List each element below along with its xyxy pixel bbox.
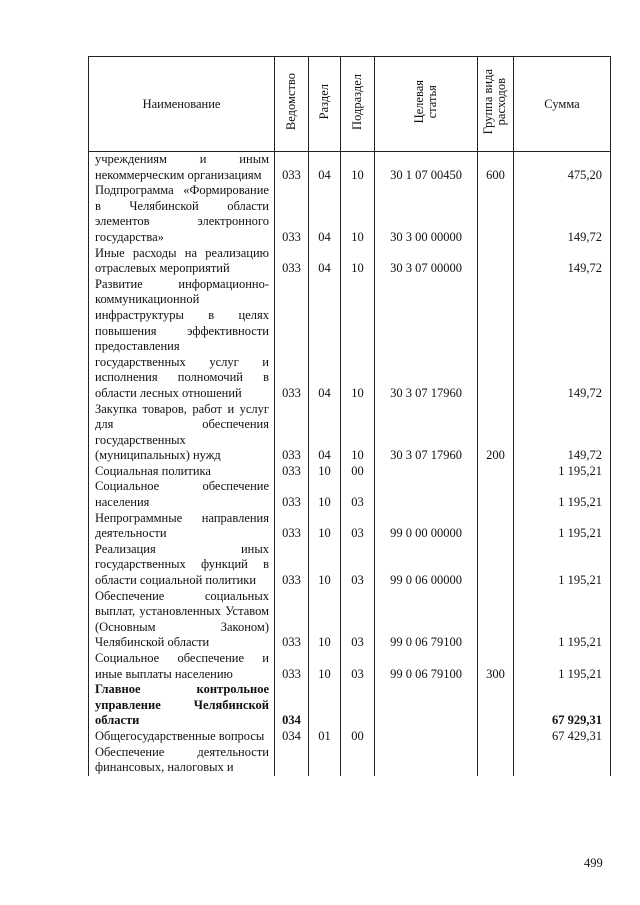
- cell-podrazdel: 00: [341, 729, 375, 745]
- table-row: [89, 651, 611, 682]
- cell-summa: 1 195,21: [514, 511, 611, 542]
- cell-razdel: 10: [309, 651, 341, 682]
- cell-podrazdel: 03: [341, 651, 375, 682]
- cell-celevaya: 99 0 00 00000: [375, 511, 478, 542]
- cell-gruppa: 200: [478, 402, 514, 464]
- cell-podrazdel: 10: [341, 277, 375, 402]
- cell-summa: 67 929,31: [514, 682, 611, 729]
- cell-vedomstvo: 033: [275, 479, 309, 510]
- cell-vedomstvo: 033: [275, 651, 309, 682]
- cell-celevaya: 99 0 06 00000: [375, 542, 478, 589]
- cell-name: Социальная политика: [89, 464, 275, 480]
- table-row: [89, 511, 611, 542]
- cell-gruppa: [478, 479, 514, 510]
- table-row: [89, 152, 611, 184]
- header-celevaya: [375, 57, 478, 152]
- cell-podrazdel: 10: [341, 246, 375, 277]
- cell-name: Закупка товаров, работ и услуг для обеспечения государственных (муниципальных) нужд: [89, 402, 275, 464]
- cell-razdel: [309, 745, 341, 776]
- cell-summa: 1 195,21: [514, 589, 611, 651]
- cell-name: Подпрограмма «Формирование в Челябинской области элементов электронного государства»: [89, 183, 275, 245]
- header-vedomstvo: [275, 57, 309, 152]
- cell-celevaya: [375, 729, 478, 745]
- cell-vedomstvo: 034: [275, 729, 309, 745]
- cell-celevaya: [375, 464, 478, 480]
- cell-razdel: 10: [309, 479, 341, 510]
- header-gruppa-line2: расходов: [494, 78, 509, 126]
- table-header: [89, 57, 611, 152]
- cell-vedomstvo: [275, 745, 309, 776]
- cell-podrazdel: [341, 745, 375, 776]
- cell-gruppa: [478, 511, 514, 542]
- cell-name: Главное контрольное управление Челябинской области: [89, 682, 275, 729]
- cell-summa: 1 195,21: [514, 464, 611, 480]
- cell-celevaya: [375, 682, 478, 729]
- cell-podrazdel: 10: [341, 402, 375, 464]
- cell-summa: 475,20: [514, 152, 611, 184]
- header-gruppa-text: [482, 69, 508, 134]
- header-celevaya-line1: Целевая: [411, 80, 426, 124]
- cell-razdel: 01: [309, 729, 341, 745]
- cell-name: учреждениям и иным некоммерческим организациям: [89, 152, 275, 184]
- table-row: [89, 542, 611, 589]
- cell-podrazdel: 03: [341, 511, 375, 542]
- table-row: [89, 277, 611, 402]
- cell-celevaya: [375, 479, 478, 510]
- cell-celevaya: 99 0 06 79100: [375, 651, 478, 682]
- cell-summa: 149,72: [514, 277, 611, 402]
- cell-name: Социальное обеспечение населения: [89, 479, 275, 510]
- table-row: [89, 464, 611, 480]
- cell-razdel: 04: [309, 152, 341, 184]
- cell-gruppa: 300: [478, 651, 514, 682]
- cell-summa: 149,72: [514, 246, 611, 277]
- cell-celevaya: 30 1 07 00450: [375, 152, 478, 184]
- cell-gruppa: [478, 277, 514, 402]
- table-body: [89, 152, 611, 776]
- cell-gruppa: 600: [478, 152, 514, 184]
- cell-razdel: [309, 682, 341, 729]
- table-row: [89, 745, 611, 776]
- cell-celevaya: [375, 745, 478, 776]
- cell-vedomstvo: 033: [275, 183, 309, 245]
- header-vedomstvo-text: Ведомство: [283, 73, 298, 131]
- table-row: [89, 479, 611, 510]
- cell-razdel: 10: [309, 464, 341, 480]
- cell-celevaya: 30 3 07 17960: [375, 277, 478, 402]
- header-gruppa-line1: Группа вида: [481, 69, 496, 135]
- cell-razdel: 04: [309, 277, 341, 402]
- cell-name: Развитие информационно-коммуникационной инфраструктуры в целях повышения эффективности предоставления государственных услуг и исполнения полномочий в области лесных отношений: [89, 277, 275, 402]
- cell-podrazdel: 03: [341, 542, 375, 589]
- cell-vedomstvo: 033: [275, 152, 309, 184]
- cell-vedomstvo: 033: [275, 464, 309, 480]
- table-row: [89, 589, 611, 651]
- cell-summa: 1 195,21: [514, 651, 611, 682]
- cell-gruppa: [478, 246, 514, 277]
- cell-summa: 67 429,31: [514, 729, 611, 745]
- cell-name: Обеспечение деятельности финансовых, налоговых и: [89, 745, 275, 776]
- table-row: [89, 183, 611, 245]
- cell-gruppa: [478, 183, 514, 245]
- cell-vedomstvo: 033: [275, 402, 309, 464]
- header-name: [89, 57, 275, 152]
- cell-razdel: 10: [309, 542, 341, 589]
- cell-summa: 1 195,21: [514, 479, 611, 510]
- cell-name: Социальное обеспечение и иные выплаты населению: [89, 651, 275, 682]
- header-podrazdel-text: Подраздел: [349, 74, 364, 130]
- cell-podrazdel: 10: [341, 183, 375, 245]
- table-row: [89, 682, 611, 729]
- budget-table: [88, 56, 611, 776]
- cell-name: Общегосударственные вопросы: [89, 729, 275, 745]
- header-celevaya-text: [413, 80, 439, 123]
- cell-summa: [514, 745, 611, 776]
- cell-celevaya: 30 3 00 00000: [375, 183, 478, 245]
- cell-razdel: 04: [309, 402, 341, 464]
- cell-summa: 1 195,21: [514, 542, 611, 589]
- cell-celevaya: 99 0 06 79100: [375, 589, 478, 651]
- table-row: [89, 729, 611, 745]
- header-gruppa: [478, 57, 514, 152]
- table-row: [89, 246, 611, 277]
- cell-summa: 149,72: [514, 402, 611, 464]
- cell-gruppa: [478, 589, 514, 651]
- cell-podrazdel: [341, 682, 375, 729]
- cell-celevaya: 30 3 07 00000: [375, 246, 478, 277]
- cell-podrazdel: 00: [341, 464, 375, 480]
- cell-vedomstvo: 033: [275, 589, 309, 651]
- cell-gruppa: [478, 729, 514, 745]
- cell-name: Реализация иных государственных функций в области социальной политики: [89, 542, 275, 589]
- cell-name: Иные расходы на реализацию отраслевых мероприятий: [89, 246, 275, 277]
- header-razdel-text: Раздел: [316, 84, 331, 120]
- header-razdel: [309, 57, 341, 152]
- cell-name: Обеспечение социальных выплат, установленных Уставом (Основным Законом) Челябинской области: [89, 589, 275, 651]
- cell-celevaya: 30 3 07 17960: [375, 402, 478, 464]
- cell-razdel: 10: [309, 589, 341, 651]
- cell-vedomstvo: 033: [275, 277, 309, 402]
- table-row: [89, 402, 611, 464]
- cell-razdel: 04: [309, 246, 341, 277]
- cell-summa: 149,72: [514, 183, 611, 245]
- page-number: 499: [584, 856, 603, 870]
- cell-podrazdel: 03: [341, 479, 375, 510]
- header-podrazdel: [341, 57, 375, 152]
- header-name-text: Наименование: [142, 96, 221, 111]
- cell-name: Непрограммные направления деятельности: [89, 511, 275, 542]
- cell-gruppa: [478, 682, 514, 729]
- cell-razdel: 10: [309, 511, 341, 542]
- cell-vedomstvo: 033: [275, 542, 309, 589]
- cell-gruppa: [478, 745, 514, 776]
- header-summa: [514, 57, 611, 152]
- header-celevaya-line2: статья: [425, 85, 439, 119]
- cell-vedomstvo: 034: [275, 682, 309, 729]
- cell-razdel: 04: [309, 183, 341, 245]
- cell-podrazdel: 10: [341, 152, 375, 184]
- cell-podrazdel: 03: [341, 589, 375, 651]
- cell-gruppa: [478, 542, 514, 589]
- cell-vedomstvo: 033: [275, 511, 309, 542]
- header-summa-text: Сумма: [544, 96, 580, 111]
- cell-vedomstvo: 033: [275, 246, 309, 277]
- cell-gruppa: [478, 464, 514, 480]
